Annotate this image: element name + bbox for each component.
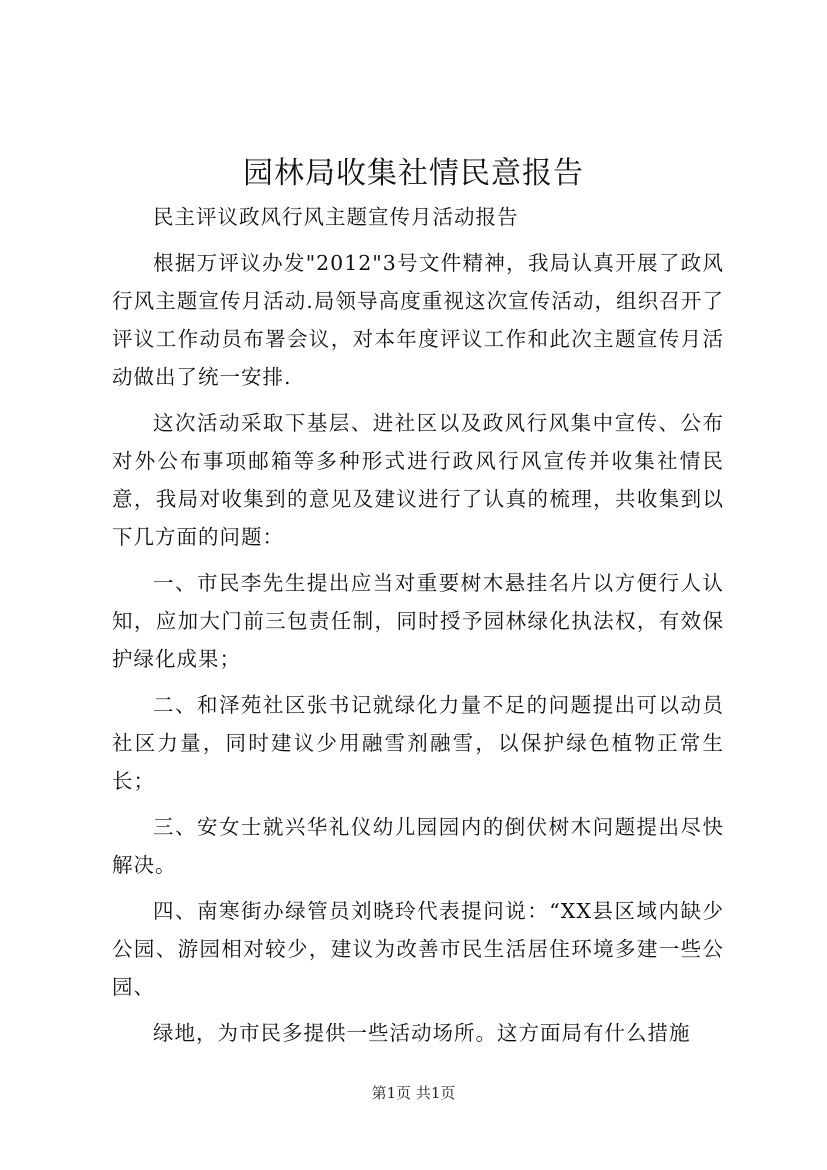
page-footer: 第1页 共1页 [371,1084,456,1102]
paragraph-item-3: 三、安女士就兴华礼仪幼儿园园内的倒伏树木问题提出尽快解决。 [112,815,724,877]
paragraph-item-1: 一、市民李先生提出应当对重要树木悬挂名片以方便行人认知，应加大门前三包责任制，同时授予园林绿化执法权，有效保护绿化成果； [112,571,724,671]
paragraph-continuation: 绿地，为市民多提供一些活动场所。这方面局有什么措施 [153,1021,691,1045]
document-title: 园林局收集社情民意报告 [243,156,584,191]
paragraph-item-2: 二、和泽苑社区张书记就绿化力量不足的问题提出可以动员社区力量，同时建议少用融雪剂融雪，以保护绿色植物正常生长； [112,693,724,793]
paragraph-subtitle: 民主评议政风行风主题宣传月活动报告 [153,205,519,229]
document-body [112,198,724,1052]
paragraph-activities: 这次活动采取下基层、进社区以及政风行风集中宣传、公布对外公布事项邮箱等多种形式进行政风行风宣传并收集社情民意，我局对收集到的意见及建议进行了认真的梳理，共收集到以下几方面的问题： [112,411,724,549]
paragraph-item-4: 四、南寒街办绿管员刘晓玲代表提问说：“XX县区域内缺少公园、游园相对较少，建议为改善市民生活居住环境多建一些公园、 [112,899,724,999]
paragraph-intro: 根据万评议办发"2012"3号文件精神，我局认真开展了政风行风主题宣传月活动.局领导高度重视这次宣传活动，组织召开了评议工作动员布署会议，对本年度评议工作和此次主题宣传月活动做出了统一安排. [112,251,724,389]
